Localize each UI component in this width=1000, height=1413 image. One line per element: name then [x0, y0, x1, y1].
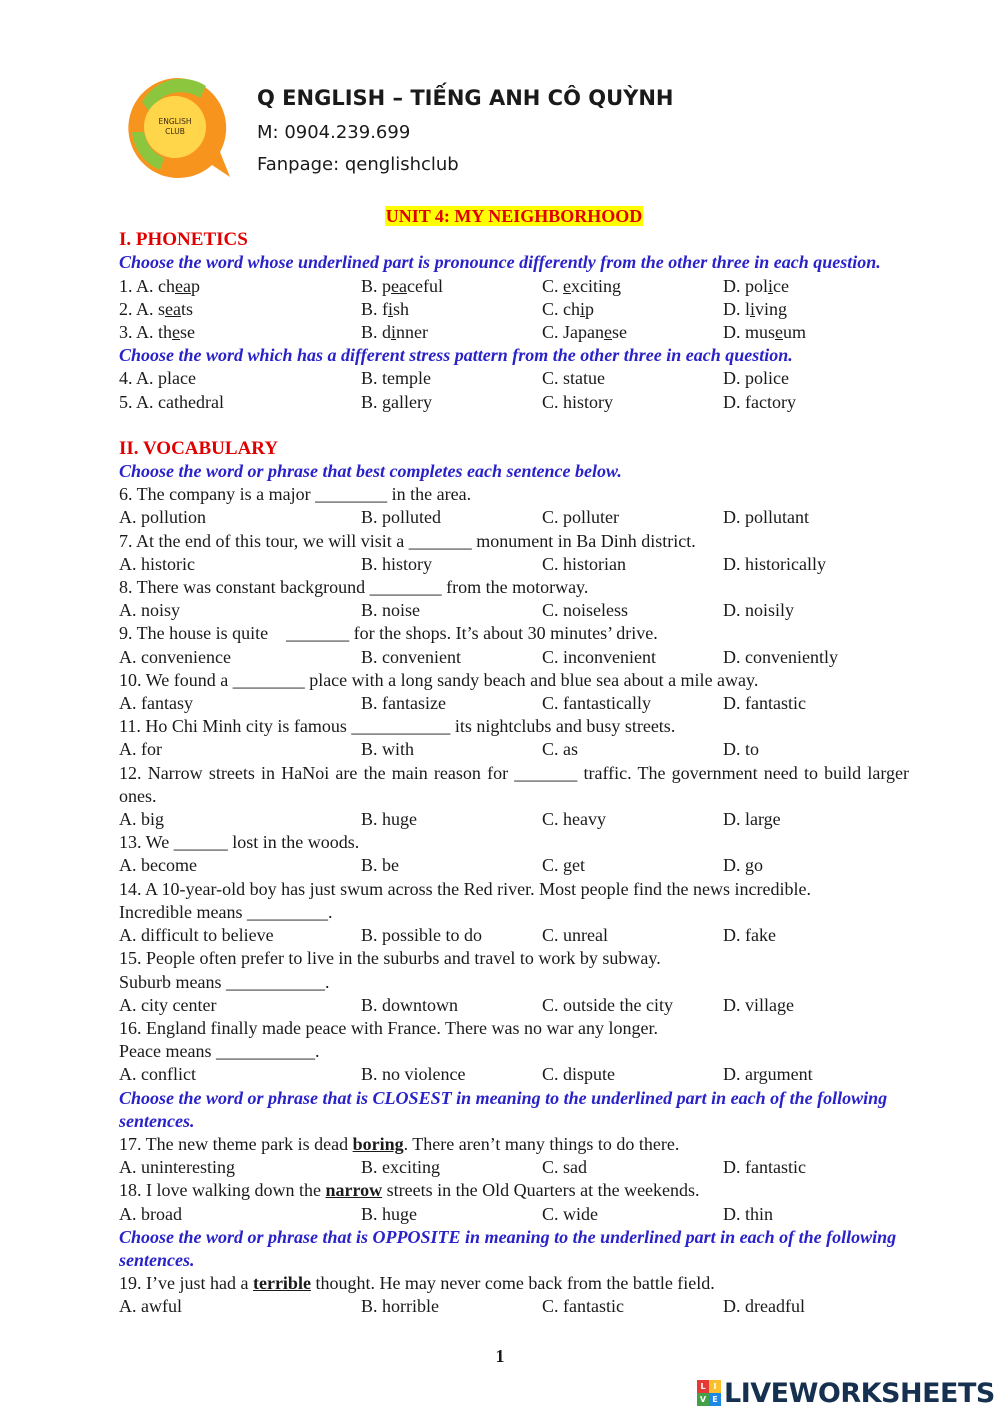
underlined-word: terrible: [252, 1273, 311, 1294]
option-d[interactable]: D. large: [723, 809, 781, 830]
option-a[interactable]: A. noisy: [119, 600, 181, 621]
question-stem: 6. The company is a major ________ in the area.: [119, 484, 472, 505]
question-stem: 14. A 10-year-old boy has just swum across the Red river. Most people find the news incredible.: [119, 878, 812, 899]
question-stem: 7. At the end of this tour, we will visit a _______ monument in Ba Dinh district.: [119, 530, 696, 551]
option-c[interactable]: C. inconvenient: [542, 646, 656, 667]
liveworksheets-logo[interactable]: [697, 1378, 995, 1408]
instruction: Choose the word or phrase that is OPPOSITE in meaning to the underlined part in each of the following sentences.: [119, 1226, 897, 1270]
option-d[interactable]: D. dreadful: [723, 1296, 805, 1317]
option-c[interactable]: C. fantastic: [542, 1296, 624, 1317]
question-row: [119, 994, 909, 1017]
question-stem-definition: Suburb means ___________.: [119, 971, 330, 992]
option-a[interactable]: A. conflict: [119, 1064, 196, 1085]
option-d[interactable]: D. village: [723, 994, 794, 1015]
option-a[interactable]: A. for: [119, 739, 162, 760]
option-b[interactable]: B. gallery: [361, 391, 432, 412]
option-c[interactable]: C. outside the city: [542, 994, 673, 1015]
phone-number: M: 0904.239.699: [257, 122, 411, 143]
organization-name: Q ENGLISH – TIẾNG ANH CÔ QUỲNH: [257, 86, 674, 110]
option-a[interactable]: A. city center: [119, 994, 217, 1015]
unit-title: UNIT 4: MY NEIGHBORHOOD: [385, 206, 643, 226]
english-club-logo: [120, 72, 238, 182]
option-a[interactable]: A. convenience: [119, 646, 231, 667]
option-d[interactable]: D. go: [723, 855, 763, 876]
option-b[interactable]: B. noise: [361, 600, 421, 621]
question-row: [119, 738, 909, 761]
question-row: [119, 506, 909, 529]
option-b[interactable]: B. horrible: [361, 1296, 439, 1317]
option-d[interactable]: D. pollutant: [723, 507, 809, 528]
option-c[interactable]: C. polluter: [542, 507, 619, 528]
option-a[interactable]: 5. A. cathedral: [119, 391, 224, 412]
option-b[interactable]: B. temple: [361, 368, 431, 389]
question-row: [119, 275, 909, 298]
question-row: [119, 1156, 909, 1179]
header: [120, 72, 760, 187]
option-c[interactable]: C. noiseless: [542, 600, 629, 621]
question-stem-definition: Peace means ___________.: [119, 1041, 320, 1062]
option-d[interactable]: D. museum: [723, 322, 807, 343]
section-heading-vocabulary: II. VOCABULARY: [119, 437, 279, 459]
option-a[interactable]: 3. A. these: [119, 322, 196, 343]
option-a[interactable]: A. broad: [119, 1203, 182, 1224]
option-c[interactable]: C. exciting: [542, 275, 622, 296]
option-d[interactable]: D. police: [723, 368, 789, 389]
option-a[interactable]: A. fantasy: [119, 693, 193, 714]
option-d[interactable]: D. police: [723, 275, 789, 296]
option-d[interactable]: D. fake: [723, 925, 776, 946]
option-b[interactable]: B. history: [361, 553, 433, 574]
instruction: Choose the word whose underlined part is pronounce differently from the other three in each question.: [119, 252, 881, 273]
logo-text-english: ENGLISH: [158, 117, 192, 126]
option-b[interactable]: B. no violence: [361, 1064, 466, 1085]
question-stem: 17. The new theme park is dead boring. There aren’t many things to do there.: [119, 1133, 680, 1154]
option-d[interactable]: D. conveniently: [723, 646, 838, 667]
question-row: [119, 1063, 909, 1086]
option-b[interactable]: B. downtown: [361, 994, 459, 1015]
option-c[interactable]: C. sad: [542, 1157, 587, 1178]
question-stem: 12. Narrow streets in HaNoi are the main reason for _______ traffic. The government need to build larger ones.: [119, 762, 909, 806]
question-stem: 8. There was constant background ________ from the motorway.: [119, 577, 589, 598]
question-row: [119, 924, 909, 947]
question-row: [119, 646, 909, 669]
option-c[interactable]: C. fantastically: [542, 693, 651, 714]
option-a[interactable]: A. difficult to believe: [119, 925, 274, 946]
question-row: [119, 391, 909, 414]
option-a[interactable]: 1. A. cheap: [119, 275, 200, 296]
instruction: Choose the word or phrase that best completes each sentence below.: [119, 461, 622, 482]
question-row: [119, 1203, 909, 1226]
option-b[interactable]: B. fish: [361, 298, 410, 319]
question-stem: 18. I love walking down the narrow streets in the Old Quarters at the weekends.: [119, 1180, 700, 1201]
option-b[interactable]: B. peaceful: [361, 275, 443, 296]
question-stem: 13. We ______ lost in the woods.: [119, 832, 360, 853]
option-d[interactable]: D. factory: [723, 391, 796, 412]
option-b[interactable]: B. possible to do: [361, 925, 483, 946]
instruction: Choose the word or phrase that is CLOSEST in meaning to the underlined part in each of the following sentences.: [119, 1087, 888, 1131]
option-d[interactable]: D. living: [723, 298, 788, 319]
option-c[interactable]: C. get: [542, 855, 585, 876]
instruction: Choose the word which has a different stress pattern from the other three in each question.: [119, 345, 793, 366]
liveworksheets-brand: LIVEWORKSHEETS: [724, 1377, 995, 1409]
option-a[interactable]: A. pollution: [119, 507, 207, 528]
option-c[interactable]: C. dispute: [542, 1064, 616, 1085]
option-c[interactable]: C. heavy: [542, 809, 606, 830]
worksheet-body: [119, 205, 909, 1319]
option-d[interactable]: D. argument: [723, 1064, 813, 1085]
option-b[interactable]: B. with: [361, 739, 415, 760]
option-b[interactable]: B. be: [361, 855, 399, 876]
question-stem: 9. The house is quite _______ for the shops. It’s about 30 minutes’ drive.: [119, 623, 658, 644]
question-stem: 11. Ho Chi Minh city is famous ___________ its nightclubs and busy streets.: [119, 716, 676, 737]
question-stem: 10. We found a ________ place with a long sandy beach and blue sea about a mile away.: [119, 669, 759, 690]
option-b[interactable]: B. convenient: [361, 646, 461, 667]
option-c[interactable]: C. statue: [542, 368, 605, 389]
option-a[interactable]: A. big: [119, 809, 164, 830]
section-heading-phonetics: I. PHONETICS: [119, 229, 248, 251]
logo-text-club: CLUB: [165, 127, 185, 136]
option-b[interactable]: B. dinner: [361, 322, 429, 343]
option-c[interactable]: C. wide: [542, 1203, 598, 1224]
page-number: 1: [495, 1346, 505, 1366]
option-d[interactable]: D. to: [723, 739, 759, 760]
question-row: [119, 1295, 909, 1318]
option-a[interactable]: 4. A. place: [119, 368, 196, 389]
option-d[interactable]: D. historically: [723, 553, 826, 574]
question-row: [119, 321, 909, 344]
question-row: [119, 808, 909, 831]
question-row: [119, 367, 909, 390]
option-a[interactable]: 2. A. seats: [119, 298, 194, 319]
option-c[interactable]: C. as: [542, 739, 578, 760]
underlined-word: narrow: [325, 1180, 383, 1201]
option-b[interactable]: B. polluted: [361, 507, 441, 528]
question-row: [119, 599, 909, 622]
option-c[interactable]: C. history: [542, 391, 614, 412]
option-c[interactable]: C. chip: [542, 298, 595, 319]
option-a[interactable]: A. historic: [119, 553, 195, 574]
question-row: [119, 553, 909, 576]
liveworksheets-icon: L I V E: [697, 1380, 721, 1406]
question-stem-definition: Incredible means _________.: [119, 901, 333, 922]
option-d[interactable]: D. fantastic: [723, 1157, 806, 1178]
option-c[interactable]: C. unreal: [542, 925, 608, 946]
question-row: [119, 692, 909, 715]
question-row: [119, 854, 909, 877]
option-b[interactable]: B. fantasize: [361, 693, 446, 714]
question-stem: 19. I’ve just had a terrible thought. He may never come back from the battle field.: [119, 1273, 715, 1294]
option-a[interactable]: A. uninteresting: [119, 1157, 235, 1178]
option-b[interactable]: B. exciting: [361, 1157, 440, 1178]
question-stem: 15. People often prefer to live in the suburbs and travel to work by subway.: [119, 948, 661, 969]
question-stem: 16. England finally made peace with France. There was no war any longer.: [119, 1017, 658, 1038]
option-b[interactable]: B. huge: [361, 809, 417, 830]
option-d[interactable]: D. fantastic: [723, 693, 806, 714]
option-d[interactable]: D. thin: [723, 1203, 774, 1224]
option-d[interactable]: D. noisily: [723, 600, 795, 621]
option-c[interactable]: C. historian: [542, 553, 626, 574]
option-a[interactable]: A. awful: [119, 1296, 182, 1317]
fanpage: Fanpage: qenglishclub: [257, 154, 459, 175]
question-row: [119, 298, 909, 321]
option-a[interactable]: A. become: [119, 855, 197, 876]
option-c[interactable]: C. Japanese: [542, 322, 627, 343]
option-b[interactable]: B. huge: [361, 1203, 417, 1224]
underlined-word: boring: [352, 1133, 404, 1154]
